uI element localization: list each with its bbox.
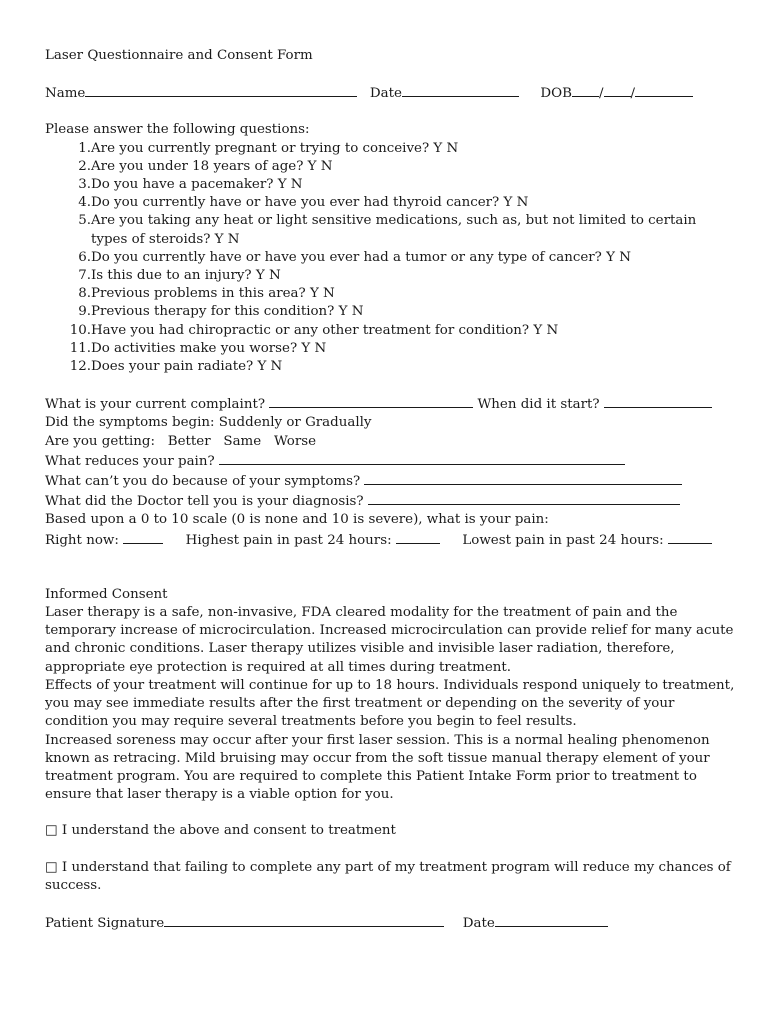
complaint-field[interactable] bbox=[269, 394, 473, 408]
start-label: When did it start? bbox=[477, 397, 600, 413]
lowest-field[interactable] bbox=[668, 530, 712, 544]
cant-do-label: What can’t you do because of your symptoms? bbox=[45, 474, 361, 490]
question-item: 11. Do activities make you worse? Y N bbox=[69, 340, 327, 356]
questions-intro: Please answer the following questions: bbox=[45, 122, 310, 138]
reduces-label: What reduces your pain? bbox=[45, 453, 215, 469]
pain-scale-prompt: Based upon a 0 to 10 scale (0 is none and 10 is severe), what is your pain: bbox=[45, 512, 549, 528]
lowest-label: Lowest pain in past 24 hours: bbox=[462, 532, 664, 548]
right-now-field[interactable] bbox=[123, 530, 163, 544]
complaint-row bbox=[45, 394, 735, 414]
dob-day-field[interactable] bbox=[604, 83, 631, 97]
consent-paragraph: Increased soreness may occur after your first laser session. This is a normal healing phenomenon known as retracing. Mild bruising may occur from the soft tissue manual therapy element of your treatment program. You are required to complete this Patient Intake Form prior to treatment to ensure that laser therapy is a viable option for you. bbox=[45, 732, 710, 803]
diagnosis-label: What did the Doctor tell you is your diagnosis? bbox=[45, 494, 364, 510]
question-item: 1. Are you currently pregnant or trying to conceive? Y N bbox=[78, 140, 459, 156]
signature-label: Patient Signature bbox=[45, 915, 165, 931]
form-title: Laser Questionnaire and Consent Form bbox=[45, 48, 313, 63]
signature-field[interactable] bbox=[164, 913, 444, 927]
question-item: 2. Are you under 18 years of age? Y N bbox=[78, 158, 333, 174]
patient-info-row bbox=[45, 83, 735, 103]
complaint-label: What is your current complaint? bbox=[45, 397, 266, 413]
consent-heading: Informed Consent bbox=[45, 586, 168, 602]
form-content bbox=[45, 47, 735, 933]
question-item: 4. Do you currently have or have you ever had thyroid cancer? Y N bbox=[78, 195, 529, 211]
consent-paragraph: Laser therapy is a safe, non-invasive, FDA cleared modality for the treatment of pain and the temporary increase of microcirculation. Increased microcirculation can provide relief for many acute and chronic conditions. Laser therapy utilizes visible and invisible laser radiation, therefore, appropriate eye protection is required at all times during treatment. bbox=[45, 605, 734, 675]
signature-date-label: Date bbox=[462, 915, 495, 931]
reduces-field[interactable] bbox=[219, 451, 625, 465]
right-now-label: Right now: bbox=[45, 532, 119, 548]
name-label: Name bbox=[45, 86, 86, 102]
consent-checkbox-program[interactable]: □ I understand that failing to complete any part of my treatment program will reduce my chances of success. bbox=[45, 859, 731, 893]
question-item: 12. Does your pain radiate? Y N bbox=[69, 359, 283, 375]
highest-label: Highest pain in past 24 hours: bbox=[185, 532, 392, 548]
dob-separator: / bbox=[598, 86, 604, 102]
dob-separator: / bbox=[630, 86, 636, 102]
highest-field[interactable] bbox=[396, 530, 440, 544]
getting-options: Are you getting: Better Same Worse bbox=[45, 433, 317, 449]
cant-do-field[interactable] bbox=[364, 471, 682, 485]
signature-row bbox=[45, 913, 735, 933]
question-item: 10. Have you had chiropractic or any other treatment for condition? Y N bbox=[69, 322, 559, 338]
question-item: 6. Do you currently have or have you ever had a tumor or any type of cancer? Y N bbox=[78, 249, 631, 265]
consent-checkbox-treatment[interactable]: □ I understand the above and consent to treatment bbox=[45, 823, 396, 839]
dob-label: DOB bbox=[540, 86, 572, 102]
start-field[interactable] bbox=[604, 394, 712, 408]
diagnosis-row bbox=[45, 491, 735, 511]
dob-year-field[interactable] bbox=[635, 83, 693, 97]
symptoms-begin: Did the symptoms begin: Suddenly or Gradually bbox=[45, 415, 372, 431]
date-label: Date bbox=[369, 86, 402, 102]
questions-list bbox=[45, 140, 735, 377]
diagnosis-field[interactable] bbox=[368, 491, 680, 505]
dob-month-field[interactable] bbox=[572, 83, 599, 97]
pain-scale-row bbox=[45, 530, 735, 550]
question-item: 8. Previous problems in this area? Y N bbox=[78, 286, 335, 302]
question-item: 9. Previous therapy for this condition? Y N bbox=[78, 304, 364, 320]
signature-date-field[interactable] bbox=[495, 913, 608, 927]
reduces-row bbox=[45, 451, 735, 471]
name-field[interactable] bbox=[85, 83, 357, 97]
consent-paragraph: Effects of your treatment will continue for up to 18 hours. Individuals respond uniquely to treatment, you may see immediate results after the first treatment or depending on the severity of your condition you may require several treatments before you begin to feel results. bbox=[45, 677, 735, 730]
date-field[interactable] bbox=[402, 83, 519, 97]
question-item: 3. Do you have a pacemaker? Y N bbox=[78, 177, 303, 193]
question-item: 7. Is this due to an injury? Y N bbox=[78, 268, 281, 284]
cant-do-row bbox=[45, 471, 735, 491]
question-item: 5. Are you taking any heat or light sensitive medications, such as, but not limited to certain types of steroids? Y N bbox=[78, 213, 697, 247]
